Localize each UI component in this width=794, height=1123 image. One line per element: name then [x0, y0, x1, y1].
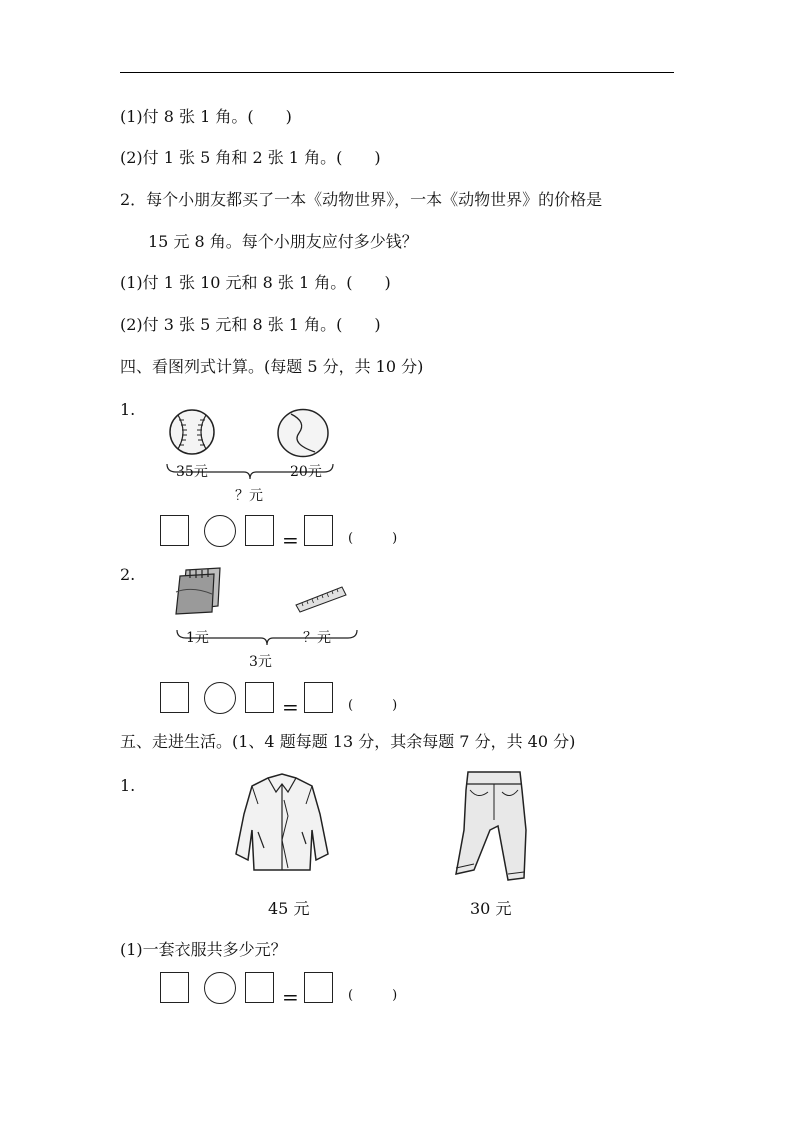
unit-paren: ( )	[348, 698, 398, 713]
unit-paren: ( )	[348, 531, 398, 546]
ball-icon	[277, 408, 329, 458]
s4-problem-1-number: 1.	[120, 400, 136, 419]
equals-sign: =	[282, 528, 299, 552]
answer-box-2[interactable]	[245, 682, 274, 713]
total-price: 3元	[249, 654, 272, 670]
equals-sign: =	[282, 985, 299, 1009]
notepad-price: 1元	[186, 630, 209, 646]
answer-box-2[interactable]	[245, 972, 274, 1003]
jacket-price: 45 元	[268, 899, 310, 918]
section5-heading: 五、走进生活。(1、4 题每题 13 分，其余每题 7 分，共 40 分)	[120, 732, 576, 751]
ruler-icon	[294, 585, 348, 613]
q2-stem-line-1: 2．每个小朋友都买了一本《动物世界》，一本《动物世界》的价格是	[120, 190, 603, 209]
answer-box-result[interactable]	[304, 972, 333, 1003]
q1-option-1: (1)付 8 张 1 角。( )	[120, 107, 292, 126]
s4-problem-2-number: 2.	[120, 565, 136, 584]
total-price-unknown: ？元	[235, 488, 263, 504]
header-rule	[120, 72, 674, 73]
q2-option-2: (2)付 3 张 5 元和 8 张 1 角。( )	[120, 315, 381, 334]
answer-box-1[interactable]	[160, 972, 189, 1003]
baseball-icon	[168, 408, 216, 456]
pants-price: 30 元	[470, 899, 512, 918]
answer-box-result[interactable]	[304, 682, 333, 713]
operator-circle[interactable]	[204, 682, 236, 714]
notepad-icon	[174, 566, 224, 616]
baseball-price: 35元	[176, 464, 208, 480]
answer-box-2[interactable]	[245, 515, 274, 546]
q2-stem-line-2: 15 元 8 角。每个小朋友应付多少钱？	[148, 232, 418, 251]
ball-price: 20元	[290, 464, 322, 480]
s5-problem-1-number: 1.	[120, 776, 136, 795]
unit-paren: ( )	[348, 988, 398, 1003]
section4-heading: 四、看图列式计算。(每题 5 分，共 10 分)	[120, 357, 424, 376]
answer-box-result[interactable]	[304, 515, 333, 546]
s5-sub-question-1: (1)一套衣服共多少元？	[120, 940, 287, 959]
equals-sign: =	[282, 695, 299, 719]
answer-box-1[interactable]	[160, 682, 189, 713]
q2-option-1: (1)付 1 张 10 元和 8 张 1 角。( )	[120, 273, 391, 292]
answer-box-1[interactable]	[160, 515, 189, 546]
operator-circle[interactable]	[204, 972, 236, 1004]
pants-icon	[452, 770, 528, 882]
ruler-price-unknown: ？元	[303, 630, 331, 646]
operator-circle[interactable]	[204, 515, 236, 547]
jacket-icon	[232, 770, 332, 874]
q1-option-2: (2)付 1 张 5 角和 2 张 1 角。( )	[120, 148, 381, 167]
